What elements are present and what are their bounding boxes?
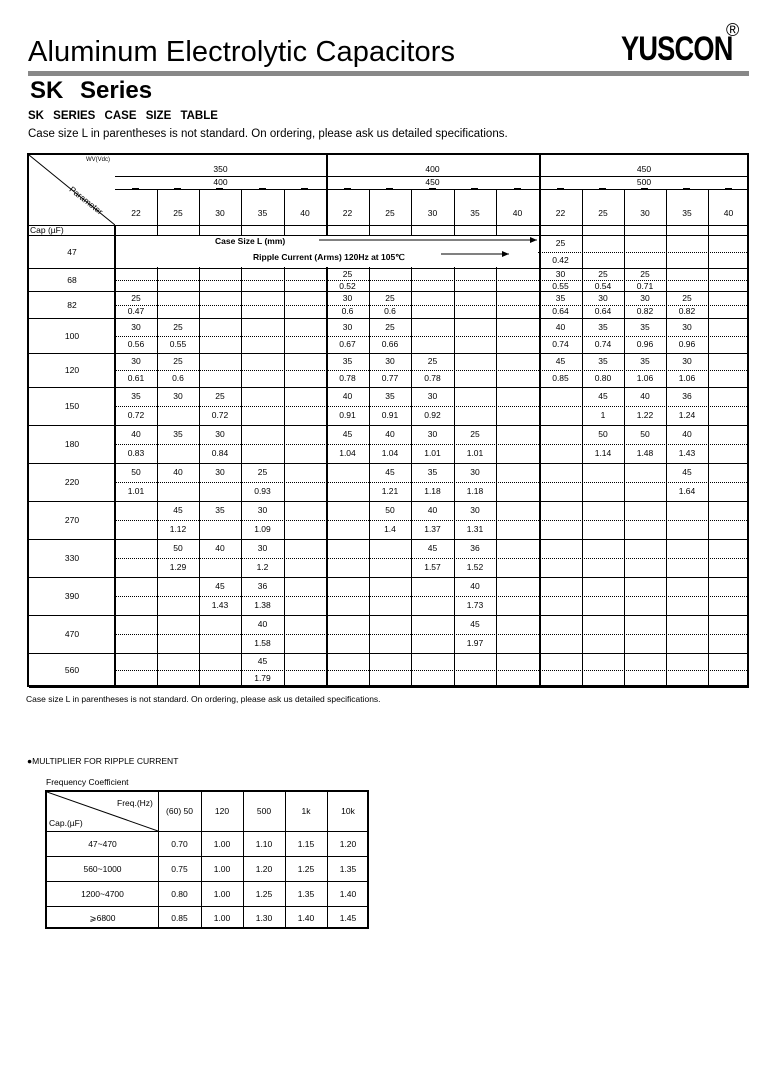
diameter-label: 22 (342, 208, 353, 218)
ripple-current-value: 0.6 (172, 373, 184, 383)
ripple-current-value: 1.31 (466, 524, 484, 534)
series-title: SK Series (30, 77, 153, 104)
freq-label: Freq.(Hz) (117, 798, 153, 808)
multiplier-title: ●MULTIPLIER FOR RIPPLE CURRENT (27, 756, 179, 766)
row-dotted-line (115, 634, 749, 635)
case-size-value: 25 (385, 321, 395, 332)
case-size-value: 45 (385, 467, 395, 477)
multiplier-value: 1.20 (255, 863, 273, 874)
case-size-value: 35 (173, 429, 183, 439)
ripple-current-value: 0.91 (339, 410, 356, 420)
diameter-label: 35 (470, 208, 480, 218)
ripple-current-value: 0.61 (127, 373, 145, 383)
case-size-value: 40 (682, 429, 692, 439)
ripple-current-value: 0.92 (424, 410, 441, 420)
case-size-value: 45 (342, 429, 353, 439)
ripple-current-value: 0.56 (127, 339, 145, 349)
case-size-value: 50 (640, 429, 650, 439)
multiplier-value: 1.40 (297, 912, 315, 923)
registered-mark: ® (726, 20, 740, 40)
diameter-label: 25 (173, 208, 183, 218)
case-size-value: 25 (173, 356, 183, 366)
ripple-current-value: 1.48 (636, 448, 654, 458)
case-size-value: 30 (385, 356, 395, 366)
cap-value: 47 (67, 247, 77, 257)
multiplier-value: 1.35 (297, 888, 315, 899)
dash-mark (386, 188, 393, 189)
case-size-value: 50 (385, 505, 395, 515)
ripple-current-value: 0.72 (211, 410, 229, 420)
row-dotted-line (115, 280, 749, 281)
voltage-primary: 350 (213, 164, 228, 174)
case-size-value: 35 (385, 391, 395, 401)
multiplier-value: 1.00 (213, 863, 231, 874)
cap-value: 470 (64, 629, 80, 639)
case-size-value: 30 (257, 543, 268, 553)
multiplier-value: 1.35 (339, 863, 357, 874)
case-size-value: 45 (215, 581, 225, 591)
case-size-value: 30 (427, 391, 438, 401)
multiplier-value: 1.00 (213, 912, 231, 923)
arrow-head (502, 251, 509, 257)
cap-range: 1200~4700 (81, 888, 124, 899)
dash-mark (344, 188, 351, 189)
case-size-value: 25 (682, 292, 692, 303)
case-size-value: 30 (257, 505, 268, 515)
case-size-value: 30 (173, 391, 183, 401)
legend-case-size: Case Size L (mm) (215, 236, 286, 246)
voltage-secondary: 450 (425, 177, 440, 187)
ripple-current-value: 1.97 (466, 638, 484, 648)
multiplier-value: 0.75 (171, 863, 188, 874)
ripple-current-value: 0.47 (127, 306, 145, 316)
row-dotted-line (115, 558, 749, 559)
dash-mark (557, 188, 564, 189)
case-size-value: 25 (342, 269, 353, 279)
ripple-current-value: 0.96 (636, 339, 654, 349)
case-size-value: 40 (385, 429, 395, 439)
case-size-value: 30 (131, 321, 141, 332)
dash-mark (725, 188, 732, 189)
case-size-value: 35 (427, 467, 438, 477)
multiplier-value: 1.00 (213, 888, 231, 899)
ripple-current-value: 0.6 (384, 306, 396, 316)
case-size-value: 45 (682, 467, 692, 477)
case-size-value: 30 (470, 505, 480, 515)
case-size-value: 40 (555, 321, 566, 332)
cap-range: 47~470 (88, 838, 117, 849)
ripple-current-value: 0.67 (339, 339, 356, 349)
decorative-dashes (172, 97, 712, 127)
ripple-current-value: 0.55 (552, 281, 569, 291)
cap-value: 120 (64, 365, 80, 375)
row-dotted-line (115, 370, 749, 371)
dash-mark (216, 188, 223, 189)
multiplier-value: 1.25 (297, 863, 315, 874)
row-line (47, 906, 369, 907)
case-size-value: 35 (598, 356, 608, 366)
frequency-header: 500 (256, 806, 272, 816)
ripple-current-value: 0.66 (381, 339, 399, 349)
case-size-value: 45 (427, 543, 438, 553)
case-size-value: 35 (555, 292, 566, 303)
multiplier-value: 1.30 (255, 912, 273, 923)
row-dotted-line (115, 305, 749, 306)
case-size-value: 50 (131, 467, 141, 477)
diameter-label: 30 (427, 208, 438, 218)
multiplier-value: 1.45 (339, 912, 357, 923)
dash-mark (429, 188, 436, 189)
diameter-label: 40 (300, 208, 310, 218)
case-size-value: 30 (342, 292, 353, 303)
cap-value: 82 (67, 300, 77, 310)
ripple-current-value: 0.64 (552, 306, 569, 316)
diameter-label: 40 (512, 208, 523, 218)
diameter-label: 22 (555, 208, 566, 218)
page-title: Aluminum Electrolytic Capacitors (28, 36, 456, 68)
ripple-current-value: 0.84 (211, 448, 229, 458)
dash-mark (132, 188, 139, 189)
row-dotted-line (115, 336, 749, 337)
dash-mark (514, 188, 521, 189)
case-size-value: 36 (682, 391, 692, 401)
ripple-current-value: 1.37 (424, 524, 441, 534)
ripple-multiplier-table (45, 790, 369, 929)
multiplier-value: 0.85 (171, 912, 188, 923)
frequency-header: 120 (214, 806, 230, 816)
ripple-current-value: 0.82 (678, 306, 696, 316)
case-size-value: 45 (257, 656, 268, 666)
ripple-current-value: 0.78 (424, 373, 441, 383)
multiplier-value: 0.80 (171, 888, 188, 899)
case-size-value: 40 (257, 619, 268, 629)
ripple-current-value: 1.18 (424, 486, 441, 496)
ripple-current-value: 1.04 (381, 448, 399, 458)
diameter-label: 25 (385, 208, 395, 218)
case-size-value: 25 (470, 429, 480, 439)
ripple-current-value: 1.21 (381, 486, 399, 496)
row-dotted-line (115, 670, 749, 671)
ripple-current-value: 0.52 (339, 281, 356, 291)
cap-label: Cap (µF) (30, 225, 64, 235)
case-size-value: 30 (215, 467, 225, 477)
voltage-primary: 400 (425, 164, 440, 174)
case-size-value: 30 (598, 292, 608, 303)
cap-range: ⩾6800 (89, 912, 116, 923)
row-dotted-line (115, 596, 749, 597)
ripple-current-value: 0.74 (552, 339, 569, 349)
diameter-label: 35 (257, 208, 268, 218)
header-note: Case size L in parentheses is not standard. On ordering, please ask us detailed specifications. (28, 128, 508, 140)
ripple-current-value: 1.64 (678, 486, 696, 496)
row-line (29, 687, 749, 688)
case-size-value: 30 (131, 356, 141, 366)
case-size-value: 50 (598, 429, 608, 439)
column-line (666, 189, 667, 687)
case-size-value: 25 (385, 292, 395, 303)
column-line (624, 189, 625, 687)
case-size-value: 25 (598, 269, 608, 279)
cap-value: 220 (64, 477, 80, 487)
ripple-current-value: 0.71 (636, 281, 654, 291)
dash-mark (683, 188, 690, 189)
case-size-value: 40 (427, 505, 438, 515)
case-size-value: 35 (342, 356, 353, 366)
row-line (29, 291, 749, 292)
row-line (29, 615, 749, 616)
cap-label: Cap.(µF) (49, 818, 83, 828)
dash-mark (599, 188, 606, 189)
row-line (47, 831, 369, 832)
row-dotted-line (115, 406, 749, 407)
case-size-value: 25 (173, 321, 183, 332)
ripple-current-value: 0.64 (594, 306, 612, 316)
ripple-current-value: 1.79 (254, 673, 271, 683)
frequency-coefficient-label: Frequency Coefficient (46, 777, 129, 787)
ripple-current-value: 1.43 (211, 600, 229, 610)
multiplier-value: 0.70 (171, 838, 188, 849)
column-line (708, 189, 709, 687)
ripple-current-value: 1.2 (256, 562, 269, 572)
case-size-value: 45 (470, 619, 480, 629)
multiplier-value: 1.40 (339, 888, 357, 899)
voltage-primary: 450 (636, 164, 652, 174)
row-line (47, 881, 369, 882)
cap-value: 100 (64, 331, 80, 341)
case-size-value: 25 (427, 356, 438, 366)
cap-value: 390 (64, 591, 80, 601)
ripple-current-value: 1.18 (466, 486, 484, 496)
dash-mark (471, 188, 478, 189)
row-dotted-line (115, 444, 749, 445)
cap-value: 330 (64, 553, 80, 563)
case-size-value: 45 (555, 356, 566, 366)
ripple-current-value: 1.14 (594, 448, 612, 458)
case-size-value: 25 (555, 238, 566, 248)
ripple-current-value: 0.83 (127, 448, 145, 458)
cap-value: 150 (64, 401, 80, 411)
ripple-current-value: 0.55 (169, 339, 187, 349)
diameter-label: 22 (131, 208, 141, 218)
multiplier-value: 1.20 (339, 838, 357, 849)
ripple-current-value: 0.82 (636, 306, 654, 316)
diameter-label: 25 (598, 208, 608, 218)
voltage-secondary: 500 (636, 177, 652, 187)
cap-column-line (114, 225, 116, 687)
case-size-value: 40 (215, 543, 225, 553)
multiplier-value: 1.15 (297, 838, 315, 849)
ripple-current-value: 1.01 (127, 486, 145, 496)
ripple-current-value: 1.57 (424, 562, 441, 572)
case-size-value: 35 (215, 505, 225, 515)
ripple-current-value: 1.01 (466, 448, 484, 458)
brand-logo: YUSCON (621, 30, 733, 68)
row-line (29, 425, 749, 426)
ripple-current-value: 0.91 (381, 410, 399, 420)
frequency-header: 1k (301, 806, 311, 816)
ripple-current-value: 0.93 (254, 486, 271, 496)
table-subtitle: SK SERIES CASE SIZE TABLE (28, 110, 218, 122)
ripple-current-value: 1.06 (636, 373, 654, 383)
header-rule (28, 71, 749, 76)
case-size-value: 25 (640, 269, 650, 279)
ripple-current-value: 0.78 (339, 373, 356, 383)
ripple-current-value: 1.04 (339, 448, 356, 458)
ripple-current-value: 1.4 (384, 524, 396, 534)
wv-label: WV(Vdc) (86, 157, 110, 163)
case-size-value: 35 (131, 391, 141, 401)
row-dotted-line (115, 520, 749, 521)
case-size-value: 36 (257, 581, 268, 591)
ripple-current-value: 1.06 (678, 373, 696, 383)
ripple-current-value: 1.01 (424, 448, 441, 458)
dash-mark (174, 188, 181, 189)
case-size-value: 30 (215, 429, 225, 439)
row-line (47, 856, 369, 857)
row-line (29, 501, 749, 502)
cap-value: 180 (64, 439, 80, 449)
case-size-value: 30 (342, 321, 353, 332)
case-size-value: 35 (598, 321, 608, 332)
case-size-value: 40 (342, 391, 353, 401)
ripple-current-value: 0.77 (381, 373, 399, 383)
cap-value: 560 (64, 665, 80, 675)
case-size-value: 30 (470, 467, 480, 477)
multiplier-value: 1.25 (255, 888, 273, 899)
ripple-current-value: 1.24 (678, 410, 696, 420)
arrow-head (530, 237, 537, 243)
ripple-current-value: 0.80 (594, 373, 612, 383)
case-size-value: 30 (640, 292, 650, 303)
case-size-value: 40 (470, 581, 480, 591)
row-line (29, 387, 749, 388)
ripple-current-value: 0.6 (341, 306, 354, 316)
case-size-value: 25 (131, 292, 141, 303)
ripple-current-value: 1.43 (678, 448, 696, 458)
ripple-current-value: 0.42 (552, 254, 569, 265)
case-size-value: 45 (173, 505, 183, 515)
row-line (29, 353, 749, 354)
case-size-value: 25 (215, 391, 225, 401)
ripple-current-value: 1.58 (254, 638, 271, 648)
ripple-current-value: 1.12 (169, 524, 187, 534)
multiplier-value: 1.10 (255, 838, 273, 849)
row-line (29, 577, 749, 578)
dash-mark (259, 188, 266, 189)
row-dotted-line (115, 482, 749, 483)
multiplier-value: 1.00 (213, 838, 231, 849)
cap-range: 560~1000 (83, 863, 122, 874)
case-size-value: 50 (173, 543, 183, 553)
case-size-value: 35 (640, 356, 650, 366)
ripple-current-value: 1.52 (466, 562, 484, 572)
ripple-current-value: 1.29 (169, 562, 187, 572)
column-line (582, 189, 583, 687)
ripple-current-value: 0.72 (127, 410, 145, 420)
cap-value: 270 (64, 515, 80, 525)
ripple-current-value: 1.73 (466, 600, 484, 610)
ripple-current-value: 0.54 (594, 281, 612, 291)
parameter-label: Parameter (67, 184, 105, 217)
legend-ripple-current: Ripple Current (Arms) 120Hz at 105℃ (253, 252, 405, 262)
ripple-current-value: 1.38 (254, 600, 271, 610)
diameter-label: 30 (215, 208, 225, 218)
case-size-value: 30 (555, 269, 566, 279)
voltage-secondary: 400 (213, 177, 228, 187)
frequency-header: 10k (341, 806, 355, 816)
frequency-header: (60) 50 (166, 806, 193, 816)
case-size-value: 30 (682, 356, 692, 366)
diameter-label: 30 (640, 208, 650, 218)
diameter-label: 35 (682, 208, 692, 218)
row-line (29, 463, 749, 464)
case-size-value: 40 (131, 429, 141, 439)
dash-mark (641, 188, 648, 189)
case-size-value: 25 (257, 467, 268, 477)
legend-arrows (29, 233, 549, 273)
header-line (29, 225, 749, 226)
diameter-label: 40 (723, 208, 734, 218)
ripple-current-value: 1.09 (254, 524, 271, 534)
ripple-current-value: 1.22 (636, 410, 654, 420)
case-size-value: 40 (640, 391, 650, 401)
case-size-value: 36 (470, 543, 480, 553)
ripple-current-value: 0.85 (552, 373, 569, 383)
row-line (29, 318, 749, 319)
ripple-current-value: 1 (600, 410, 606, 420)
case-size-table (27, 153, 749, 687)
case-size-value: 30 (427, 429, 438, 439)
case-size-value: 30 (682, 321, 692, 332)
ripple-current-value: 0.74 (594, 339, 612, 349)
cap-value: 68 (67, 275, 77, 285)
ripple-current-value: 0.96 (678, 339, 696, 349)
row-line (29, 653, 749, 654)
footer-note: Case size L in parentheses is not standard. On ordering, please ask us detailed specifications. (26, 694, 381, 704)
case-size-value: 35 (640, 321, 650, 332)
dash-mark (301, 188, 308, 189)
case-size-value: 45 (598, 391, 608, 401)
row-line (29, 539, 749, 540)
case-size-value: 40 (173, 467, 183, 477)
